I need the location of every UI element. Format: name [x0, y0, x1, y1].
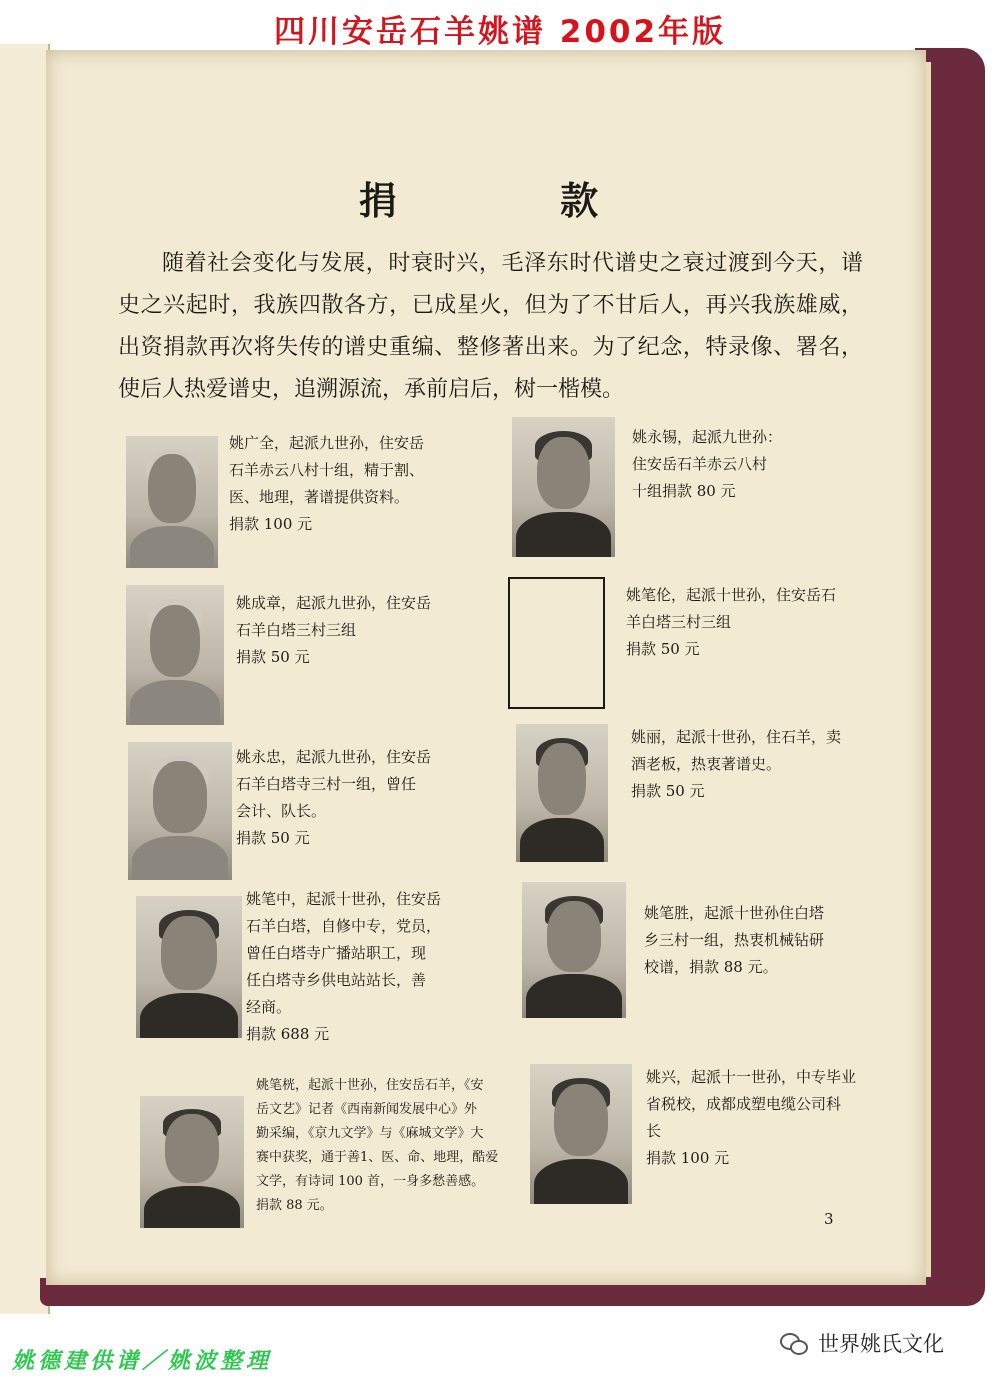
donor-line: 羊白塔三村三组 — [626, 613, 732, 631]
brand-watermark — [780, 1323, 944, 1363]
donor-photo — [126, 436, 218, 568]
donor-line: 姚笔桄，起派十世孙，住安岳石羊，《安 — [256, 1078, 484, 1093]
donor-line: 姚永忠，起派九世孙，住安岳 — [236, 748, 432, 766]
donor-line: 经商。 — [246, 998, 292, 1016]
book-page — [46, 50, 926, 1285]
donor-photo — [128, 742, 232, 880]
wechat-icon — [780, 1331, 808, 1355]
donor-amount: 校谱，捐款 88 元。 — [644, 958, 778, 976]
donor-info — [646, 1064, 856, 1172]
donor-info — [644, 900, 824, 981]
donor-amount: 捐款 50 元 — [631, 782, 705, 800]
donor-line: 姚丽，起派十世孙，住石羊，卖 — [631, 728, 842, 746]
donor-amount: 捐款 50 元 — [626, 640, 700, 658]
donor-line: 石羊白塔三村三组 — [236, 621, 357, 639]
donor-info — [246, 886, 441, 1048]
donor-photo — [516, 724, 608, 862]
donor-photo — [140, 1096, 244, 1228]
donor-line: 石羊白塔寺三村一组，曾任 — [236, 775, 417, 793]
donor-line: 省税校，成都成塑电缆公司科 — [646, 1095, 842, 1113]
banner-title — [0, 0, 1000, 50]
empty-photo-frame — [508, 577, 605, 709]
donor-line: 姚广全，起派九世孙，住安岳 — [229, 434, 425, 452]
donor-line: 乡三村一组，热衷机械钻研 — [644, 931, 825, 949]
donor-line: 姚笔伦，起派十世孙，住安岳石 — [626, 586, 837, 604]
donor-photo — [530, 1064, 632, 1204]
intro-paragraph: 随着社会变化与发展，时衰时兴，毛泽东时代谱史之衰过渡到今天，谱史之兴起时，我族四散各方，已成星火，但为了不甘后人，再兴我族雄威，出资捐款再次将失传的谱史重编、整修著出来。为了纪念，特录像、署名，使后人热爱谱史，追溯源流，承前启后，树一楷模。 — [118, 251, 863, 402]
donor-photo — [522, 882, 626, 1018]
donor-amount: 十组捐款 80 元 — [632, 482, 736, 500]
donor-amount: 捐款 100 元 — [229, 515, 313, 533]
donor-info — [236, 590, 431, 671]
donor-amount: 捐款 88 元。 — [256, 1198, 333, 1213]
donor-line: 住安岳石羊赤云八村 — [632, 455, 768, 473]
donor-line: 长 — [646, 1122, 662, 1140]
donor-amount: 捐款 688 元 — [246, 1025, 330, 1043]
donor-line: 姚兴，起派十一世孙，中专毕业 — [646, 1068, 857, 1086]
donor-line: 勤采编，《京九文学》与《麻城文学》大 — [256, 1126, 484, 1141]
donor-line: 姚笔中，起派十世孙，住安岳 — [246, 890, 442, 908]
donor-photo — [136, 896, 242, 1038]
donor-line: 曾任白塔寺广播站职工，现 — [246, 944, 427, 962]
donor-info — [632, 424, 782, 505]
donor-photo — [512, 417, 615, 557]
donor-info — [256, 1074, 498, 1218]
donor-line: 医、地理，著谱提供资料。 — [229, 488, 410, 506]
brand-name: 世界姚氏文化 — [818, 1332, 944, 1356]
book-cover-left — [0, 44, 50, 1314]
donor-line: 石羊白塔，自修中专，党员， — [246, 917, 442, 935]
page-number: 3 — [824, 1210, 834, 1228]
donor-line: 岳文艺》记者《西南新闻发展中心》外 — [256, 1102, 478, 1117]
donor-amount: 捐款 100 元 — [646, 1149, 730, 1167]
donor-line: 任白塔寺乡供电站站长，善 — [246, 971, 427, 989]
donor-line: 赛中获奖，通于善1、医、命、地理，酷爱 — [256, 1150, 499, 1165]
donor-amount: 捐款 50 元 — [236, 648, 310, 666]
donor-info — [631, 724, 841, 805]
page-title: 捐 款 — [358, 178, 674, 223]
donor-info — [626, 582, 836, 663]
donor-info — [229, 430, 424, 538]
donor-line: 姚成章，起派九世孙，住安岳 — [236, 594, 432, 612]
donor-info — [236, 744, 431, 852]
banner-text: 四川安岳石羊姚谱 2002年版 — [273, 14, 727, 50]
donor-line: 姚笔胜，起派十世孙住白塔 — [644, 904, 825, 922]
donor-photo — [126, 585, 224, 725]
donor-line: 会计、队长。 — [236, 802, 327, 820]
donor-line: 文学，有诗词 100 首，一身多愁善感。 — [256, 1174, 485, 1189]
donor-line: 酒老板，热衷著谱史。 — [631, 755, 782, 773]
donor-amount: 捐款 50 元 — [236, 829, 310, 847]
credit-text: 姚德建供谱／姚波整理 — [12, 1349, 273, 1374]
donor-line: 石羊赤云八村十组，精于割、 — [229, 461, 425, 479]
donor-line: 姚永锡，起派九世孙： — [632, 428, 783, 446]
